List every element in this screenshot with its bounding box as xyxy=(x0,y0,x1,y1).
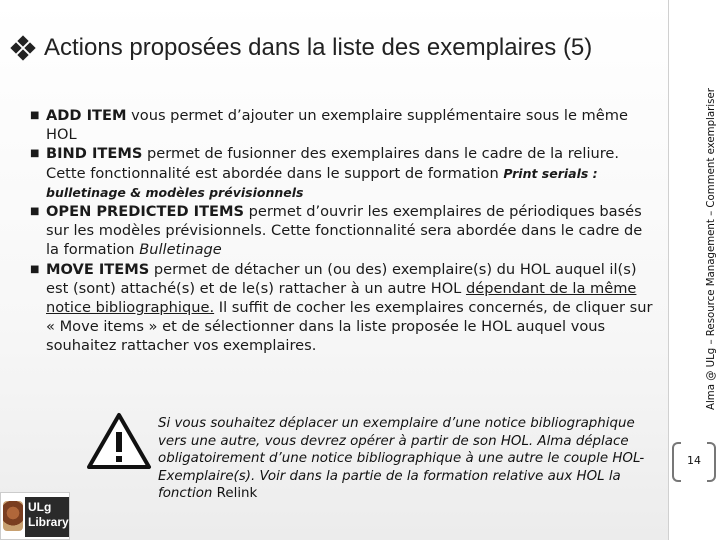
item-term: BIND ITEMS xyxy=(46,145,143,163)
square-bullet-icon xyxy=(30,260,46,356)
page-number-box xyxy=(672,442,716,478)
slide-title-row xyxy=(12,34,592,62)
slide-title: Actions proposées dans la liste des exemplaires (5) xyxy=(44,34,593,61)
item-description-continued: Il suffit de cocher les exemplaires concernés, de cliquer sur « Move items » et de sélectionner dans la liste proposée le HOL auquel vous souhaitez rattacher vos exemplaires. xyxy=(46,299,653,355)
logo-line-2: Library xyxy=(28,515,69,529)
item-description: permet de détacher un (ou des) exemplaire(s) du HOL auquel il(s) est (sont) attaché(s) et de le(s) rattacher à un autre HOL xyxy=(46,260,637,297)
seal-icon xyxy=(3,501,23,531)
bullet-list xyxy=(30,106,658,356)
item-description: vous permet d’ajouter un exemplaire supplémentaire sous le même HOL xyxy=(46,107,628,144)
warning-note xyxy=(158,415,658,503)
training-reference: Print serials : bulletinage & modèles prévisionnels xyxy=(46,165,598,200)
list-item xyxy=(30,144,658,202)
item-term: OPEN PREDICTED ITEMS xyxy=(46,203,245,221)
list-item xyxy=(30,106,658,144)
relink-function-name: Relink xyxy=(216,486,258,502)
sidebar-caption: Alma @ ULg – Resource Management – Comment exemplariser xyxy=(706,88,717,410)
page-number: 14 xyxy=(687,453,701,467)
ulg-library-logo xyxy=(0,492,70,540)
warning-note-text: Si vous souhaitez déplacer un exemplaire d’une notice bibliographique vers une autre, vous devrez opérer à partir de son HOL. Alma déplace obligatoirement d’une notice bibliographique à une autre le couple HOL-Exemplaire(s). Voir dans la partie de la formation relative aux HOL la fonction xyxy=(158,416,645,502)
left-brace-icon xyxy=(672,442,681,482)
warning-icon xyxy=(86,412,152,470)
item-description: permet d’ouvrir les exemplaires de périodiques basés sur les modèles prévisionnels. Cette fonctionnalité sera abordée dans le cadre de la formation xyxy=(46,203,643,259)
item-description: permet de fusionner des exemplaires dans le cadre de la reliure. Cette fonctionnalité est abordée dans le support de formation xyxy=(46,145,620,182)
square-bullet-icon xyxy=(30,202,46,260)
list-item xyxy=(30,260,658,356)
item-term: MOVE ITEMS xyxy=(46,260,150,278)
right-brace-icon xyxy=(707,442,716,482)
logo-line-1: ULg xyxy=(28,500,52,514)
logo-wordmark xyxy=(25,497,69,537)
square-bullet-icon xyxy=(30,106,46,144)
list-item xyxy=(30,202,658,260)
training-reference: Bulletinage xyxy=(139,241,222,259)
underlined-condition: dépendant de la même notice bibliographique. xyxy=(46,279,637,317)
diamond-bullet-icon xyxy=(12,37,34,59)
square-bullet-icon xyxy=(30,144,46,202)
item-term: ADD ITEM xyxy=(46,107,127,124)
